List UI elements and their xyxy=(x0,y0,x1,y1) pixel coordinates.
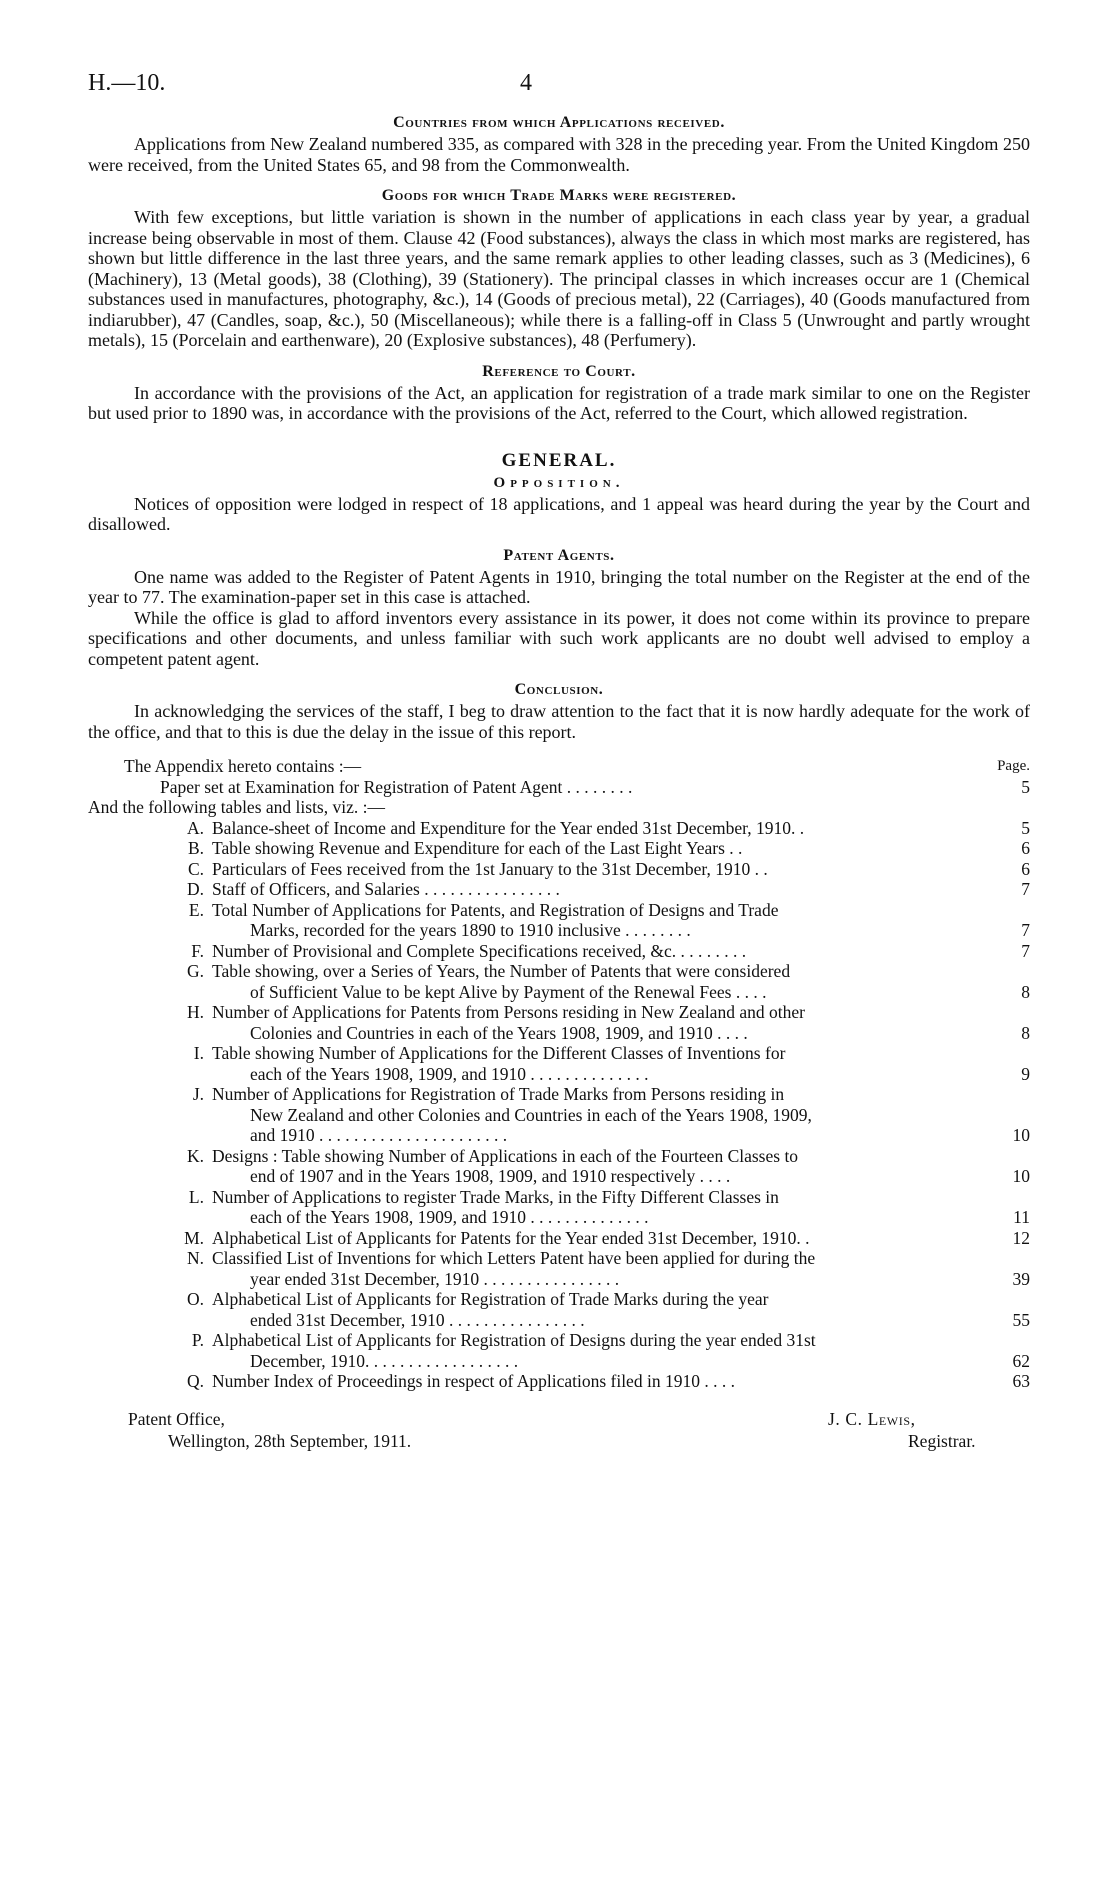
appendix-item-line xyxy=(212,1187,1030,1208)
appendix-item-page xyxy=(1004,1146,1030,1167)
appendix-item-letter: G. xyxy=(186,961,204,981)
appendix-item-line xyxy=(212,1146,1030,1167)
appendix-item-body xyxy=(212,1289,1030,1330)
appendix-item xyxy=(88,1371,1030,1392)
appendix-item-letter: E. xyxy=(188,899,204,920)
appendix-item-body xyxy=(212,1228,1030,1249)
appendix-item-text: Balance-sheet of Income and Expenditure for the Year ended 31st December, 1910. . xyxy=(212,817,805,838)
page-header xyxy=(88,64,1030,112)
appendix-item-page: 10 xyxy=(1012,1166,1030,1186)
appendix-item-body xyxy=(212,818,1030,839)
opposition-heading: Opposition. xyxy=(493,474,625,491)
appendix-item-page: 6 xyxy=(1021,858,1030,879)
appendix-item-text: each of the Years 1908, 1909, and 1910 . . . . . . . . . . . . . . xyxy=(250,1207,649,1227)
document-page xyxy=(88,64,1030,1456)
appendix-item-text: Alphabetical List of Applicants for Patents for the Year ended 31st December, 1910. . xyxy=(212,1227,810,1248)
section-conclusion xyxy=(88,679,1030,742)
section-goods xyxy=(88,185,1030,351)
appendix-item-page: 10 xyxy=(1012,1125,1030,1145)
appendix-item xyxy=(88,900,1030,941)
appendix-item-line xyxy=(212,1351,1030,1372)
appendix-item-body xyxy=(212,941,1030,962)
appendix-item-text: year ended 31st December, 1910 . . . . . . . . . . . . . . . . xyxy=(250,1268,620,1289)
appendix-item-line xyxy=(212,838,1030,859)
appendix-item-page: 5 xyxy=(1021,817,1030,838)
signature-block xyxy=(88,1408,1030,1456)
appendix-item-page xyxy=(1004,1002,1030,1023)
appendix-item-body xyxy=(212,879,1030,900)
appendix-item-page: 63 xyxy=(1012,1371,1030,1391)
appendix-item-text: and 1910 . . . . . . . . . . . . . . . . . . . . . . xyxy=(250,1125,508,1145)
appendix-item-text: Number Index of Proceedings in respect of Applications filed in 1910 . . . . xyxy=(212,1371,735,1391)
appendix-item-text: Table showing Number of Applications for the Different Classes of Inventions for xyxy=(212,1043,786,1063)
appendix-item-line xyxy=(212,859,1030,880)
appendix-item-page: 62 xyxy=(1012,1350,1030,1371)
appendix-item-text: Marks, recorded for the years 1890 to 1910 inclusive . . . . . . . . xyxy=(250,920,691,940)
section-heading: Conclusion. xyxy=(514,681,604,698)
appendix-item-line xyxy=(212,1310,1030,1331)
signatory-name: J. C. Lewis, xyxy=(828,1408,916,1429)
appendix-item xyxy=(88,1002,1030,1043)
paper-set-row xyxy=(88,777,1030,798)
appendix-item-text: Number of Applications for Registration of Trade Marks from Persons residing in xyxy=(212,1084,785,1104)
appendix-item-text: Number of Provisional and Complete Specifications received, &c. . . . . . . . . xyxy=(212,940,747,961)
appendix-item xyxy=(88,941,1030,962)
section-countries xyxy=(88,112,1030,175)
appendix-item-text: ended 31st December, 1910 . . . . . . . . . . . . . . . . xyxy=(250,1309,585,1330)
appendix-item-letter: H. xyxy=(186,1002,204,1022)
appendix-item-page: 8 xyxy=(1021,1022,1030,1043)
appendix-item-page: 12 xyxy=(1012,1227,1030,1248)
appendix-item-page xyxy=(1004,1187,1030,1208)
appendix-item-page: 39 xyxy=(1012,1268,1030,1289)
appendix-item-line xyxy=(212,1166,1030,1187)
appendix-item-text: Total Number of Applications for Patents, and Registration of Designs and Trade xyxy=(212,899,779,920)
section-heading: Reference to Court. xyxy=(482,362,636,380)
appendix-item-body xyxy=(212,859,1030,880)
appendix-item-line xyxy=(212,1330,1030,1351)
appendix-item-line xyxy=(212,1269,1030,1290)
appendix-item-text: Colonies and Countries in each of the Years 1908, 1909, and 1910 . . . . xyxy=(250,1022,748,1043)
section-patent-agents xyxy=(88,545,1030,670)
paragraph: Applications from New Zealand numbered 335, as compared with 328 in the preceding year. From the United Kingdom 250 were received, from the United States 65, and 98 from the Commonwealth. xyxy=(88,134,1030,175)
appendix-item-line xyxy=(212,1084,1030,1105)
appendix-item xyxy=(88,838,1030,859)
appendix-item-page xyxy=(1004,1105,1030,1126)
appendix-item-line xyxy=(212,982,1030,1003)
appendix-item-text: Number of Applications to register Trade Marks, in the Fifty Different Classes in xyxy=(212,1186,779,1207)
appendix-item-letter: F. xyxy=(191,940,204,961)
document-code: H.—10. xyxy=(88,70,166,96)
appendix-item-letter: M. xyxy=(184,1227,204,1248)
appendix-item-line xyxy=(212,818,1030,839)
appendix-item-body xyxy=(212,1084,1030,1146)
section-heading: Patent Agents. xyxy=(503,546,615,564)
appendix-item-page: 7 xyxy=(1021,940,1030,961)
appendix-item-letter: L. xyxy=(188,1186,204,1207)
office-name: Patent Office, xyxy=(128,1408,225,1429)
appendix-item-page: 8 xyxy=(1021,981,1030,1002)
place-date: Wellington, 28th September, 1911. xyxy=(168,1430,412,1451)
appendix-item-text: Alphabetical List of Applicants for Registration of Trade Marks during the year xyxy=(212,1289,769,1309)
appendix-item-text: December, 1910. . . . . . . . . . . . . . . . . . xyxy=(250,1350,519,1371)
appendix-item-body xyxy=(212,838,1030,859)
appendix-item xyxy=(88,1043,1030,1084)
appendix-item-line xyxy=(212,1002,1030,1023)
paper-set-page: 5 xyxy=(1021,776,1030,797)
appendix-item-body xyxy=(212,900,1030,941)
appendix-item-line xyxy=(212,1105,1030,1126)
appendix-item-line xyxy=(212,1228,1030,1249)
appendix-item-letter: J. xyxy=(192,1084,204,1104)
appendix-item xyxy=(88,879,1030,900)
appendix-item-page xyxy=(1004,1289,1030,1310)
page-column-header: Page. xyxy=(997,758,1030,774)
section-heading: Countries from which Applications received. xyxy=(393,114,725,131)
appendix-item-page: 55 xyxy=(1012,1309,1030,1330)
appendix-item-page xyxy=(1004,1330,1030,1351)
appendix-item-letter: C. xyxy=(187,858,204,879)
appendix-item-line xyxy=(212,961,1030,982)
appendix-item-line xyxy=(212,1064,1030,1085)
appendix-item-text: Designs : Table showing Number of Applications in each of the Fourteen Classes to xyxy=(212,1145,799,1166)
appendix-item xyxy=(88,818,1030,839)
appendix-item-line xyxy=(212,1023,1030,1044)
appendix-item-text: Table showing Revenue and Expenditure for each of the Last Eight Years . . xyxy=(212,838,743,858)
appendix-item-page xyxy=(1004,900,1030,921)
appendix-item-line xyxy=(212,1125,1030,1146)
appendix-intro: The Appendix hereto contains :— xyxy=(124,756,362,776)
appendix-item-body xyxy=(212,1043,1030,1084)
appendix-item-line xyxy=(212,920,1030,941)
appendix-item xyxy=(88,1289,1030,1330)
appendix-item-letter: D. xyxy=(186,879,204,899)
appendix-item-body xyxy=(212,1002,1030,1043)
appendix-item-text: Classified List of Inventions for which Letters Patent have been applied for during the xyxy=(212,1248,816,1268)
page-number: 4 xyxy=(520,70,532,96)
appendix-item-page: 7 xyxy=(1021,920,1030,940)
appendix-item-letter: A. xyxy=(186,817,204,838)
appendix-item-body xyxy=(212,961,1030,1002)
appendix-item-letter: K. xyxy=(186,1145,204,1166)
appendix-item-page xyxy=(1004,961,1030,982)
appendix-item xyxy=(88,1146,1030,1187)
appendix-item-text: Staff of Officers, and Salaries . . . . . . . . . . . . . . . . xyxy=(212,879,560,899)
appendix-item-line xyxy=(212,1043,1030,1064)
paper-set-text: Paper set at Examination for Registration of Patent Agent . . . . . . . . xyxy=(160,776,633,797)
appendix-item xyxy=(88,1248,1030,1289)
appendix-item-body xyxy=(212,1330,1030,1371)
appendix-item xyxy=(88,1084,1030,1146)
appendix-item-text: Table showing, over a Series of Years, the Number of Patents that were considered xyxy=(212,961,791,981)
appendix-item-body xyxy=(212,1146,1030,1187)
appendix-item-text: Alphabetical List of Applicants for Registration of Designs during the year ended 31st xyxy=(212,1330,816,1350)
section-heading: Goods for which Trade Marks were registered. xyxy=(381,187,737,204)
paragraph: While the office is glad to afford inventors every assistance in its power, it does not come within its province to prepare specifications and other documents, and unless familiar with such work applicants are no doubt well advised to employ a competent patent agent. xyxy=(88,607,1030,669)
signatory-title: Registrar. xyxy=(908,1430,976,1451)
appendix-item-body xyxy=(212,1248,1030,1289)
appendix-item-line xyxy=(212,1207,1030,1228)
appendix-item-letter: Q. xyxy=(186,1371,204,1391)
appendix-item-line xyxy=(212,879,1030,900)
appendix-item-page xyxy=(1004,1248,1030,1269)
appendix-item-page: 6 xyxy=(1021,838,1030,858)
appendix-item-page xyxy=(1004,1084,1030,1105)
and-the-line: And the following tables and lists, viz. :— xyxy=(88,797,385,817)
paragraph: In accordance with the provisions of the Act, an application for registration of a trade mark similar to one on the Register but used prior to 1890 was, in accordance with the provisions of the Act, referred to the Court, which allowed registration. xyxy=(88,382,1030,423)
appendix-item-body xyxy=(212,1371,1030,1392)
appendix-item-page: 11 xyxy=(1013,1207,1030,1227)
appendix-item-list xyxy=(88,818,1030,1392)
appendix-item-letter: N. xyxy=(186,1248,204,1268)
appendix-item xyxy=(88,1228,1030,1249)
appendix-item xyxy=(88,961,1030,1002)
appendix-item-line xyxy=(212,1289,1030,1310)
appendix-intro-row xyxy=(88,756,1030,777)
appendix-item-line xyxy=(212,1371,1030,1392)
appendix-item-letter: O. xyxy=(186,1289,204,1309)
general-heading: GENERAL. xyxy=(501,449,617,471)
appendix-item-text: of Sufficient Value to be kept Alive by Payment of the Renewal Fees . . . . xyxy=(250,981,767,1002)
appendix-item-line xyxy=(212,941,1030,962)
appendix-item-text: end of 1907 and in the Years 1908, 1909, and 1910 respectively . . . . xyxy=(250,1166,731,1186)
appendix-item-line xyxy=(212,900,1030,921)
appendix-contents xyxy=(88,756,1030,1392)
appendix-item-text: Particulars of Fees received from the 1st January to the 31st December, 1910 . . xyxy=(212,858,768,879)
appendix-item-letter: P. xyxy=(191,1330,204,1350)
appendix-item-page xyxy=(1004,1043,1030,1064)
appendix-item-letter: I. xyxy=(193,1043,204,1063)
appendix-item-text: each of the Years 1908, 1909, and 1910 . . . . . . . . . . . . . . xyxy=(250,1063,649,1084)
appendix-item-text: Number of Applications for Patents from Persons residing in New Zealand and other xyxy=(212,1002,805,1022)
paragraph: In acknowledging the services of the staff, I beg to draw attention to the fact that it is now hardly adequate for the work of the office, and that to this is due the delay in the issue of this report. xyxy=(88,701,1030,742)
appendix-item-page: 7 xyxy=(1021,879,1030,899)
appendix-item-letter: B. xyxy=(187,838,204,858)
appendix-item xyxy=(88,859,1030,880)
appendix-item-line xyxy=(212,1248,1030,1269)
appendix-item xyxy=(88,1187,1030,1228)
opposition-paragraph: Notices of opposition were lodged in respect of 18 applications, and 1 appeal was heard during the year by the Court and disallowed. xyxy=(88,493,1030,534)
section-court xyxy=(88,361,1030,424)
appendix-item-body xyxy=(212,1187,1030,1228)
paragraph: One name was added to the Register of Patent Agents in 1910, bringing the total number on the Register at the end of the year to 77. The examination-paper set in this case is attached. xyxy=(88,566,1030,607)
paragraph: With few exceptions, but little variation is shown in the number of applications in each class year by year, a gradual increase being observable in most of them. Clause 42 (Food substances), always the class in which most marks are registered, has shown but little difference in the last three years, and the same remark applies to other leading classes, such as 3 (Medicines), 6 (Machinery), 13 (Metal goods), 38 (Clothing), 39 (Stationery). The principal classes in which increases occur are 1 (Chemical substances used in manufactures, photography, &c.), 14 (Goods of precious metal), 22 (Carriages), 40 (Goods manufactured from indiarubber), 47 (Candles, soap, &c.), 50 (Miscellaneous); while there is a falling-off in Class 5 (Unwrought and partly wrought metals), 15 (Porcelain and earthenware), 20 (Explosive substances), 48 (Perfumery). xyxy=(88,207,1030,350)
appendix-item-page: 9 xyxy=(1021,1063,1030,1084)
appendix-item-text: New Zealand and other Colonies and Countries in each of the Years 1908, 1909, xyxy=(250,1104,812,1125)
appendix-item xyxy=(88,1330,1030,1371)
